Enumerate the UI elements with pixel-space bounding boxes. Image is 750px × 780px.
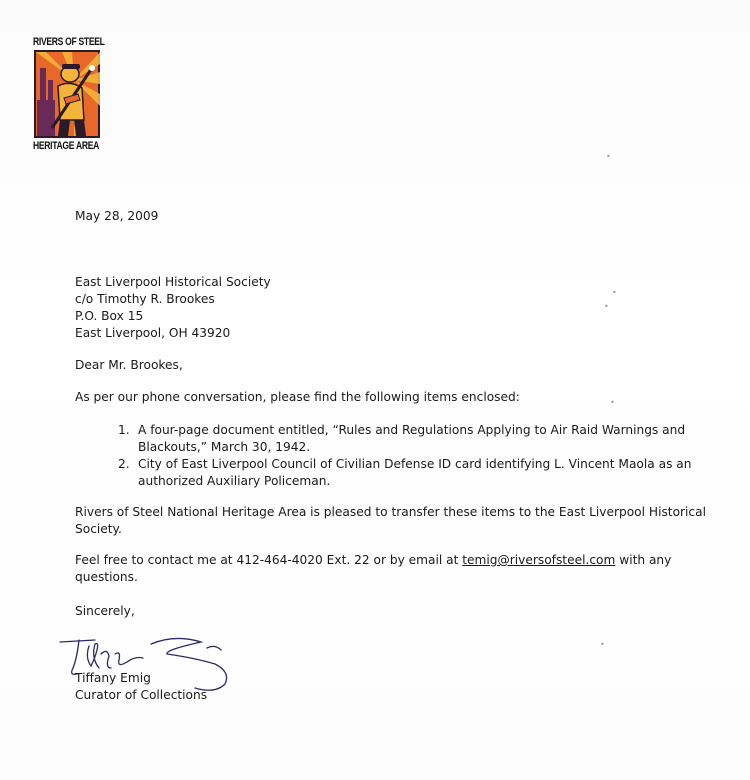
enclosed-items-list xyxy=(118,422,692,490)
scan-speck: • xyxy=(604,302,609,311)
list-item-text: Blackouts,” March 30, 1942. xyxy=(138,440,311,454)
list-item-text: A four-page document entitled, “Rules and Regulations Applying to Air Raid Warnings and xyxy=(138,423,686,437)
steelworker-illustration xyxy=(34,50,100,138)
rivers-of-steel-logo xyxy=(33,36,105,152)
scan-speck: • xyxy=(610,398,615,407)
contact-text: Feel free to contact me at 412-464-4020 Ext. 22 or by email at xyxy=(75,553,463,567)
list-item-number: 1. xyxy=(118,423,130,437)
recipient-address xyxy=(75,274,271,342)
list-item-text: authorized Auxiliary Policeman. xyxy=(138,474,331,488)
closing: Sincerely, xyxy=(75,604,135,618)
signer-title: Curator of Collections xyxy=(75,688,208,702)
contact-text: with any xyxy=(615,553,672,567)
scan-speck: • xyxy=(606,152,611,161)
address-line: East Liverpool, OH 43920 xyxy=(75,326,231,340)
intro-paragraph: As per our phone conversation, please find the following items enclosed: xyxy=(75,390,520,404)
paragraph-line: questions. xyxy=(75,570,138,584)
paragraph-line xyxy=(75,552,671,569)
list-item-number: 2. xyxy=(118,457,130,471)
scan-speck: • xyxy=(600,640,605,649)
transfer-paragraph xyxy=(75,504,706,538)
letter-date: May 28, 2009 xyxy=(75,209,159,223)
address-line: c/o Timothy R. Brookes xyxy=(75,292,215,306)
signature-block xyxy=(75,670,207,704)
email-link[interactable]: temig@riversofsteel.com xyxy=(462,553,616,567)
list-item-text: City of East Liverpool Council of Civilian Defense ID card identifying L. Vincent Maola as an xyxy=(138,457,692,471)
address-line: P.O. Box 15 xyxy=(75,309,144,323)
list-item xyxy=(118,422,692,456)
address-line: East Liverpool Historical Society xyxy=(75,275,271,289)
scan-speck: • xyxy=(612,288,617,297)
signer-name: Tiffany Emig xyxy=(75,671,151,685)
salutation: Dear Mr. Brookes, xyxy=(75,358,183,372)
list-item xyxy=(118,456,692,490)
logo-top-text: RIVERS OF STEEL xyxy=(33,36,105,48)
contact-paragraph xyxy=(75,552,671,586)
logo-bottom-text: HERITAGE AREA xyxy=(33,140,100,152)
paragraph-line: Rivers of Steel National Heritage Area is pleased to transfer these items to the East Liverpool Historical xyxy=(75,505,706,519)
paragraph-line: Society. xyxy=(75,522,122,536)
